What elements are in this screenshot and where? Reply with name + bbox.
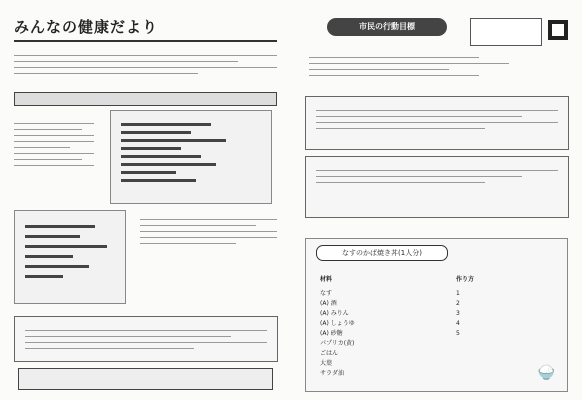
ingredient-item: ごはん — [320, 350, 339, 357]
chart-bar — [25, 245, 107, 248]
recipe-title: なすのかば焼き丼(1人分) — [316, 245, 448, 261]
step-item: 3 — [456, 310, 460, 317]
bowl-icon: 🍚 — [537, 365, 555, 381]
sleep-text — [140, 214, 277, 249]
ingredient-item: (A) 酒 — [320, 300, 337, 307]
right-page — [291, 0, 582, 400]
stress-chart — [110, 110, 272, 204]
ingredient-item: パプリカ(黄) — [320, 340, 355, 347]
section-header: 市民の行動目標 — [327, 18, 447, 36]
chart-bar — [121, 179, 196, 182]
chart-bar — [25, 225, 95, 228]
chart-bar — [121, 139, 226, 142]
qr-code-icon[interactable] — [548, 20, 568, 40]
activity-report — [305, 156, 569, 218]
step-item: 4 — [456, 320, 460, 327]
ingredient-item: 大葉 — [320, 360, 333, 367]
newsletter-title: みんなの健康だより — [14, 18, 159, 36]
ingredient-item: なす — [320, 290, 333, 297]
steps — [456, 275, 566, 339]
steps-header: 作り方 — [456, 276, 475, 283]
ingredients-header: 材料 — [320, 276, 333, 283]
chart-bar — [121, 123, 211, 126]
chart-bar — [25, 275, 63, 278]
sleep-chart — [14, 210, 126, 304]
ingredient-item: (A) しょうゆ — [320, 320, 355, 327]
ingredient-item: (A) 砂糖 — [320, 330, 343, 337]
step-item: 2 — [456, 300, 460, 307]
title-rule — [14, 40, 277, 42]
ingredient-item: (A) みりん — [320, 310, 349, 317]
left-column-text — [14, 118, 94, 171]
chart-bar — [121, 155, 201, 158]
step-item: 5 — [456, 330, 460, 337]
chart-bar — [121, 163, 216, 166]
intro-text — [14, 50, 277, 79]
chart-bar — [25, 255, 73, 258]
chart-bar — [121, 131, 191, 134]
tips-box — [14, 316, 278, 362]
action-list — [309, 52, 509, 81]
ingredients — [320, 275, 430, 379]
lead-heading — [14, 92, 277, 106]
recipe-card — [305, 238, 568, 392]
chart-bar — [121, 147, 181, 150]
chart-bar — [25, 265, 89, 268]
footer-banner — [18, 368, 273, 390]
header-callout — [470, 18, 542, 46]
ingredient-item: サラダ油 — [320, 370, 344, 377]
chart-bar — [121, 171, 176, 174]
activity-box — [305, 96, 569, 150]
chart-bar — [25, 235, 80, 238]
step-item: 1 — [456, 290, 460, 297]
